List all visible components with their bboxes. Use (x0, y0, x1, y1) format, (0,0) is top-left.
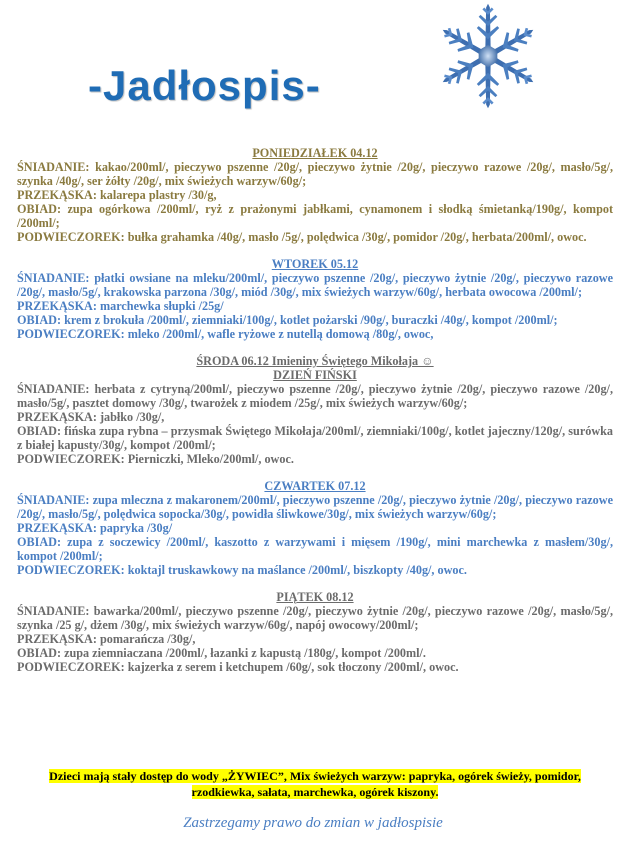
meal-snack (17, 299, 613, 313)
meal-text: zupa z soczewicy /200ml/, kaszotto z warzywami i mięsem /190g/, mini marchewka z masłem/30g/, kompot /200ml/; (17, 535, 614, 563)
meal-breakfast (17, 604, 613, 632)
meal-label: ŚNIADANIE: (17, 160, 90, 174)
day-friday (17, 590, 613, 674)
day-thursday (17, 479, 613, 577)
meal-tea (17, 327, 613, 341)
meal-text: bułka grahamka /40g/, masło /5g/, polędwica /30g/, pomidor /20g/, herbata/200ml/, owoc. (127, 230, 587, 244)
day-wednesday (17, 354, 613, 466)
meal-label: OBIAD: (17, 202, 62, 216)
meal-label: PRZEKĄSKA: (17, 521, 97, 535)
page-title: -Jadłospis- (88, 62, 321, 109)
meal-text: zupa mleczna z makaronem/200ml/, pieczywo pszenne /20g/, pieczywo żytnie /20g/, pieczywo razowe /20g/, masło/5g/, polędwica sopocka/30g/, powidła śliwkowe/30g/, mix świeżych warzyw/60g/; (17, 493, 613, 521)
meal-breakfast (17, 160, 613, 188)
day-monday (17, 146, 613, 244)
meal-label: PODWIECZOREK: (17, 327, 125, 341)
meal-tea (17, 660, 613, 674)
meal-snack (17, 410, 613, 424)
meal-label: ŚNIADANIE: (17, 493, 90, 507)
menu-list (17, 146, 613, 687)
meal-lunch (17, 202, 613, 230)
meal-text: kalarepa plastry /30/g, (99, 188, 217, 202)
meal-label: PRZEKĄSKA: (17, 410, 97, 424)
day-heading: CZWARTEK 07.12 (264, 479, 366, 493)
water-note-text: Dzieci mają stały dostęp do wody „ŻYWIEC”, Mix świeżych warzyw: papryka, ogórek świeży, pomidor, rzodkiewka, sałata, marchewka, ogórek kiszony. (49, 769, 581, 799)
day-heading: ŚRODA 06.12 Imieniny Świętego Mikołaja ☺ (196, 354, 434, 368)
meal-label: ŚNIADANIE: (17, 271, 90, 285)
meal-text: herbata z cytryną/200ml/, pieczywo pszenne /20g/, pieczywo żytnie /20g/, pieczywo razowe /20g/, masło/5g/, pasztet domowy /30g/, twarożek z miodem /25g/, mix świeżych warzyw/60g/; (17, 382, 613, 410)
meal-text: pomarańcza /30g/, (99, 632, 196, 646)
meal-text: zupa ogórkowa /200ml/, ryż z prażonymi jabłkami, cynamonem i słodką śmietanką/190g/, kompot /200ml/; (17, 202, 614, 230)
meal-label: PODWIECZOREK: (17, 660, 125, 674)
day-heading: PONIEDZIAŁEK 04.12 (252, 146, 378, 160)
water-note (17, 768, 613, 800)
meal-tea (17, 230, 613, 244)
meal-lunch (17, 535, 613, 563)
meal-label: OBIAD: (17, 646, 62, 660)
day-heading: WTOREK 05.12 (271, 257, 359, 271)
meal-text: fińska zupa rybna – przysmak Świętego Mikołaja/200ml/, ziemniaki/100g/, kotlet jajeczny/120g/, surówka z białej kapusty/30g/, kompot /200ml/; (17, 424, 613, 452)
snowflake-icon (432, 0, 544, 112)
meal-label: PRZEKĄSKA: (17, 188, 97, 202)
day-tuesday (17, 257, 613, 341)
meal-text: papryka /30g/ (99, 521, 173, 535)
meal-lunch (17, 424, 613, 452)
meal-lunch (17, 646, 613, 660)
meal-text: bawarka/200ml/, pieczywo pszenne /20g/, pieczywo żytnie /20g/, pieczywo razowe /20g/, masło/5g/, szynka /25 g/, dżem /30g/, mix świeżych warzyw/60g/, napój owocowy/200ml/; (17, 604, 613, 632)
meal-tea (17, 563, 613, 577)
footer-disclaimer: Zastrzegamy prawo do zmian w jadłospisie (183, 815, 443, 831)
day-heading: PIĄTEK 08.12 (276, 590, 354, 604)
meal-label: PODWIECZOREK: (17, 230, 125, 244)
meal-snack (17, 188, 613, 202)
meal-text: kakao/200ml/, pieczywo pszenne /20g/, pieczywo żytnie /20g/, pieczywo razowe /20g/, masło/5g/, szynka /40g/, ser żółty /20g/, mix świeżych warzyw/60g/; (17, 160, 613, 188)
meal-label: ŚNIADANIE: (17, 604, 90, 618)
meal-lunch (17, 313, 613, 327)
meal-breakfast (17, 382, 613, 410)
meal-label: OBIAD: (17, 535, 62, 549)
meal-snack (17, 521, 613, 535)
meal-text: kajzerka z serem i ketchupem /60g/, sok tłoczony /200ml/, owoc. (127, 660, 459, 674)
meal-breakfast (17, 271, 613, 299)
meal-tea (17, 452, 613, 466)
meal-label: OBIAD: (17, 424, 62, 438)
meal-label: PRZEKĄSKA: (17, 632, 97, 646)
meal-snack (17, 632, 613, 646)
meal-breakfast (17, 493, 613, 521)
meal-text: zupa ziemniaczana /200ml/, łazanki z kapustą /180g/, kompot /200ml/. (64, 646, 426, 660)
meal-text: krem z brokuła /200ml/, ziemniaki/100g/, kotlet pożarski /90g/, buraczki /40g/, kompot /200ml/; (64, 313, 558, 327)
meal-label: PODWIECZOREK: (17, 452, 125, 466)
meal-label: PRZEKĄSKA: (17, 299, 97, 313)
meal-text: mleko /200ml/, wafle ryżowe z nutellą domową /80g/, owoc, (127, 327, 434, 341)
day-subheading: DZIEŃ FIŃSKI (273, 368, 357, 382)
meal-text: Pierniczki, Mleko/200ml/, owoc. (127, 452, 294, 466)
meal-label: PODWIECZOREK: (17, 563, 125, 577)
meal-label: ŚNIADANIE: (17, 382, 90, 396)
meal-label: OBIAD: (17, 313, 62, 327)
meal-text: jabłko /30g/, (99, 410, 165, 424)
meal-text: koktajl truskawkowy na maślance /200ml/, biszkopty /40g/, owoc. (127, 563, 467, 577)
meal-text: marchewka słupki /25g/ (99, 299, 224, 313)
meal-text: płatki owsiane na mleku/200ml/, pieczywo pszenne /20g/, pieczywo żytnie /20g/, pieczywo razowe /20g/, masło/5g/, krakowska parzona /30g/, miód /30g/, mix świeżych warzyw/60g/, herbata owocowa /200ml/; (17, 271, 613, 299)
